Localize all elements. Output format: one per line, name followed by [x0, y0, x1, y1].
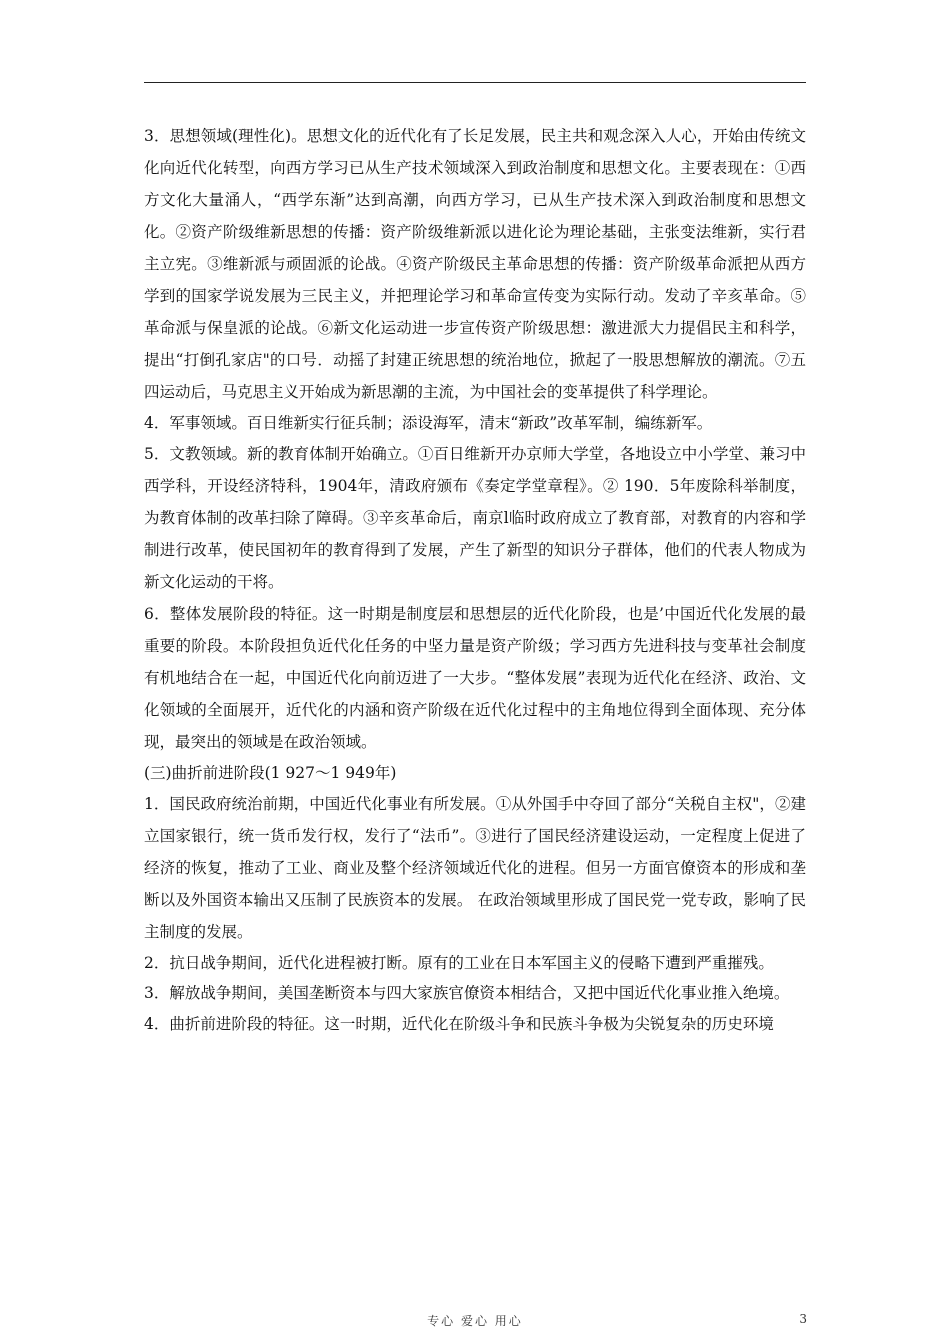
paragraph-tortuous-features: 4．曲折前进阶段的特征。这一时期，近代化在阶级斗争和民族斗争极为尖锐复杂的历史环境 [144, 1015, 774, 1033]
paragraph-anti-japanese-war: 2．抗日战争期间，近代化进程被打断。原有的工业在日本军国主义的侵略下遭到严重摧残。 [144, 954, 774, 972]
section-heading-tortuous-stage: (三)曲折前进阶段(1 927～1 949年) [144, 764, 397, 782]
paragraph-national-government: 1．国民政府统治前期，中国近代化事业有所发展。①从外国手中夺回了部分“关税自主权"，②建立国家银行，统一货币发行权，发行了“法币”。③进行了国民经济建设运动，一定程度上促进了经济的恢复，推动了工业、商业及整个经济领域近代化的进程。但另一方面官僚资本的形成和垄断以及外国资本输出又压制了民族资本的发展。 在政治领域里形成了国民党一党专政，影响了民主制度的发展。 [144, 795, 806, 941]
paragraph-military-field: 4．军事领域。百日维新实行征兵制；添设海军，清末“新政”改革军制，编练新军。 [144, 414, 713, 432]
header-rule [144, 82, 806, 83]
page-number: 3 [799, 1312, 807, 1326]
page-footer [0, 1312, 950, 1332]
paragraph-thought-field: 3．思想领域(理性化)。思想文化的近代化有了长足发展，民主共和观念深入人心，开始由传统文化向近代化转型，向西方学习已从生产技术领域深入到政治制度和思想文化。主要表现在：①西方文化大量涌人，“西学东渐”达到高潮，向西方学习，已从生产技术深入到政治制度和思想文化。②资产阶级维新思想的传播：资产阶级维新派以进化论为理论基础，主张变法维新，实行君主立宪。③维新派与顽固派的论战。④资产阶级民主革命思想的传播：资产阶级革命派把从西方学到的国家学说发展为三民主义，并把理论学习和革命宣传变为实际行动。发动了辛亥革命。⑤革命派与保皇派的论战。⑥新文化运动进一步宣传资产阶级思想：激进派大力提倡民主和科学，提出“打倒孔家店"的口号．动摇了封建正统思想的统治地位，掀起了一股思想解放的潮流。⑦五四运动后，马克思主义开始成为新思潮的主流，为中国社会的变革提供了科学理论。 [144, 127, 806, 401]
document-body [144, 120, 806, 1040]
paragraph-education-field: 5．文教领域。新的教育体制开始确立。①百日维新开办京师大学堂，各地设立中小学堂、兼习中西学科，开设经济特科，1904年，清政府颁布《奏定学堂章程》。② 190．5年废除科举制度，为教育体制的改革扫除了障碍。③辛亥革命后，南京l临时政府成立了教育部，对教育的内容和学制进行改革，使民国初年的教育得到了发展，产生了新型的知识分子群体，他们的代表人物成为新文化运动的干将。 [144, 445, 806, 591]
paragraph-overall-development: 6．整体发展阶段的特征。这一时期是制度层和思想层的近代化阶段，也是’中国近代化发展的最重要的阶段。本阶段担负近代化任务的中坚力量是资产阶级；学习西方先进科技与变革社会制度有机地结合在一起，中国近代化向前迈进了一大步。“整体发展”表现为近代化在经济、政治、文化领域的全面展开，近代化的内涵和资产阶级在近代化过程中的主角地位得到全面体现、充分体现，最突出的领域是在政治领域。 [144, 605, 806, 751]
paragraph-liberation-war: 3．解放战争期间，美国垄断资本与四大家族官僚资本相结合，又把中国近代化事业推入绝境。 [144, 984, 790, 1002]
footer-motto: 专心 爱心 用心 [427, 1314, 523, 1328]
